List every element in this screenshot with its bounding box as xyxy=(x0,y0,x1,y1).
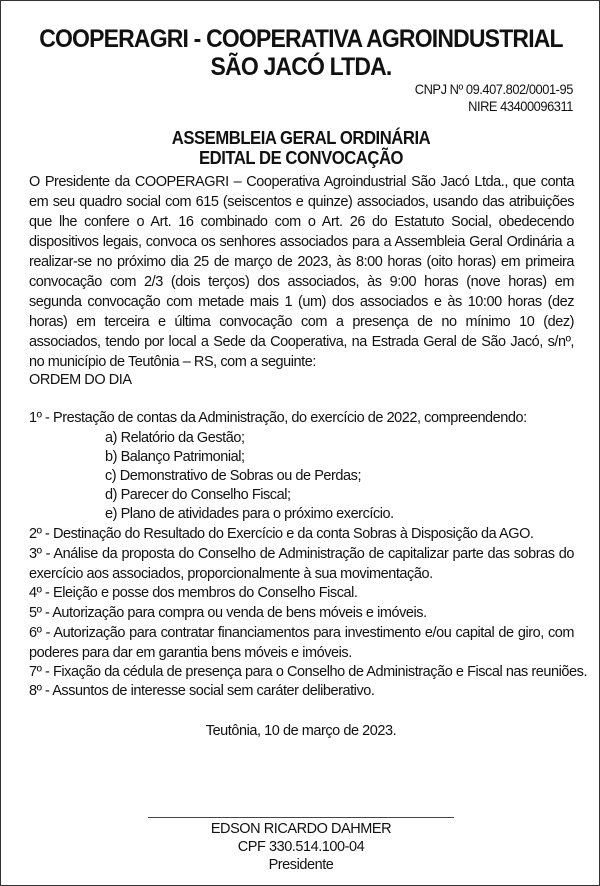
agenda-item-8: 8º - Assuntos de interesse social sem caráter deliberativo. xyxy=(29,683,375,699)
signatory-name: EDSON RICARDO DAHMER xyxy=(210,821,392,837)
document-title: ASSEMBLEIA GERAL ORDINÁRIA xyxy=(171,127,431,148)
agenda-sub-item: c) Demonstrativo de Sobras ou de Perdas; xyxy=(105,468,362,484)
signatory-cpf: CPF 330.514.100-04 xyxy=(237,839,365,855)
signature-line xyxy=(148,817,454,818)
cnpj: CNPJ Nº 09.407.802/0001-95 xyxy=(414,81,573,97)
agenda-sub-item: a) Relatório da Gestão; xyxy=(105,430,245,446)
agenda-item-3: 3º - Análise da proposta do Conselho de Administração de capitalizar parte das sobras do exercício aos associados, proporcionalmente à sua movimentação. xyxy=(29,546,574,582)
place-date: Teutônia, 10 de março de 2023. xyxy=(205,723,397,739)
agenda-item-5: 5º - Autorização para compra ou venda de bens móveis e imóveis. xyxy=(29,605,427,621)
agenda-item-1: 1º - Prestação de contas da Administração, do exercício de 2022, compreendendo: xyxy=(29,410,527,426)
intro-paragraph: O Presidente da COOPERAGRI – Cooperativa Agroindustrial São Jacó Ltda., que conta em seu quadro social com 615 (seiscentos e quinze) associados, usando das atribuições que lhe confere o Art. 16 combinado com o Art. 26 do Estatuto Social, obedecendo dispositivos legais, convoca os senhores associados para a Assembleia Geral Ordinária a realizar-se no próximo dia 25 de março de 2023, às 8:00 horas (oito horas) em primeira convocação com 2/3 (dois terços) dos associados, às 9:00 horas (nove horas) em segunda convocação com metade mais 1 (um) dos associados e às 10:00 horas (dez horas) em terceira e última convocação com a presença de no mínimo 10 (dez) associados, tendo por local a Sede da Cooperativa, na Estrada Geral de São Jacó, s/nº, no município de Teutônia – RS, com a seguinte: xyxy=(29,174,574,370)
agenda-item-7: 7º - Fixação da cédula de presença para o Conselho de Administração e Fiscal nas reuniões. xyxy=(29,664,588,680)
agenda-sub-item: e) Plano de atividades para o próximo exercício. xyxy=(105,506,394,522)
nire: NIRE 43400096311 xyxy=(468,98,573,114)
company-name-line1: COOPERAGRI - COOPERATIVA AGROINDUSTRIAL xyxy=(39,25,563,53)
agenda-sub-item: d) Parecer do Conselho Fiscal; xyxy=(105,487,291,503)
signatory-role: Presidente xyxy=(268,857,334,873)
company-name-line2: SÃO JACÓ LTDA. xyxy=(210,53,392,81)
document-subtitle: EDITAL DE CONVOCAÇÃO xyxy=(198,147,404,168)
agenda-item-2: 2º - Destinação do Resultado do Exercício e da conta Sobras à Disposição da AGO. xyxy=(29,526,534,542)
agenda-sub-item: b) Balanço Patrimonial; xyxy=(105,449,245,465)
agenda-item-4: 4º - Eleição e posse dos membros do Conselho Fiscal. xyxy=(29,585,358,601)
agenda-heading: ORDEM DO DIA xyxy=(29,372,132,388)
agenda-item-6: 6º - Autorização para contratar financiamentos para investimento e/ou capital de giro, com poderes para dar em garantia bens móveis e imóveis. xyxy=(29,625,574,661)
